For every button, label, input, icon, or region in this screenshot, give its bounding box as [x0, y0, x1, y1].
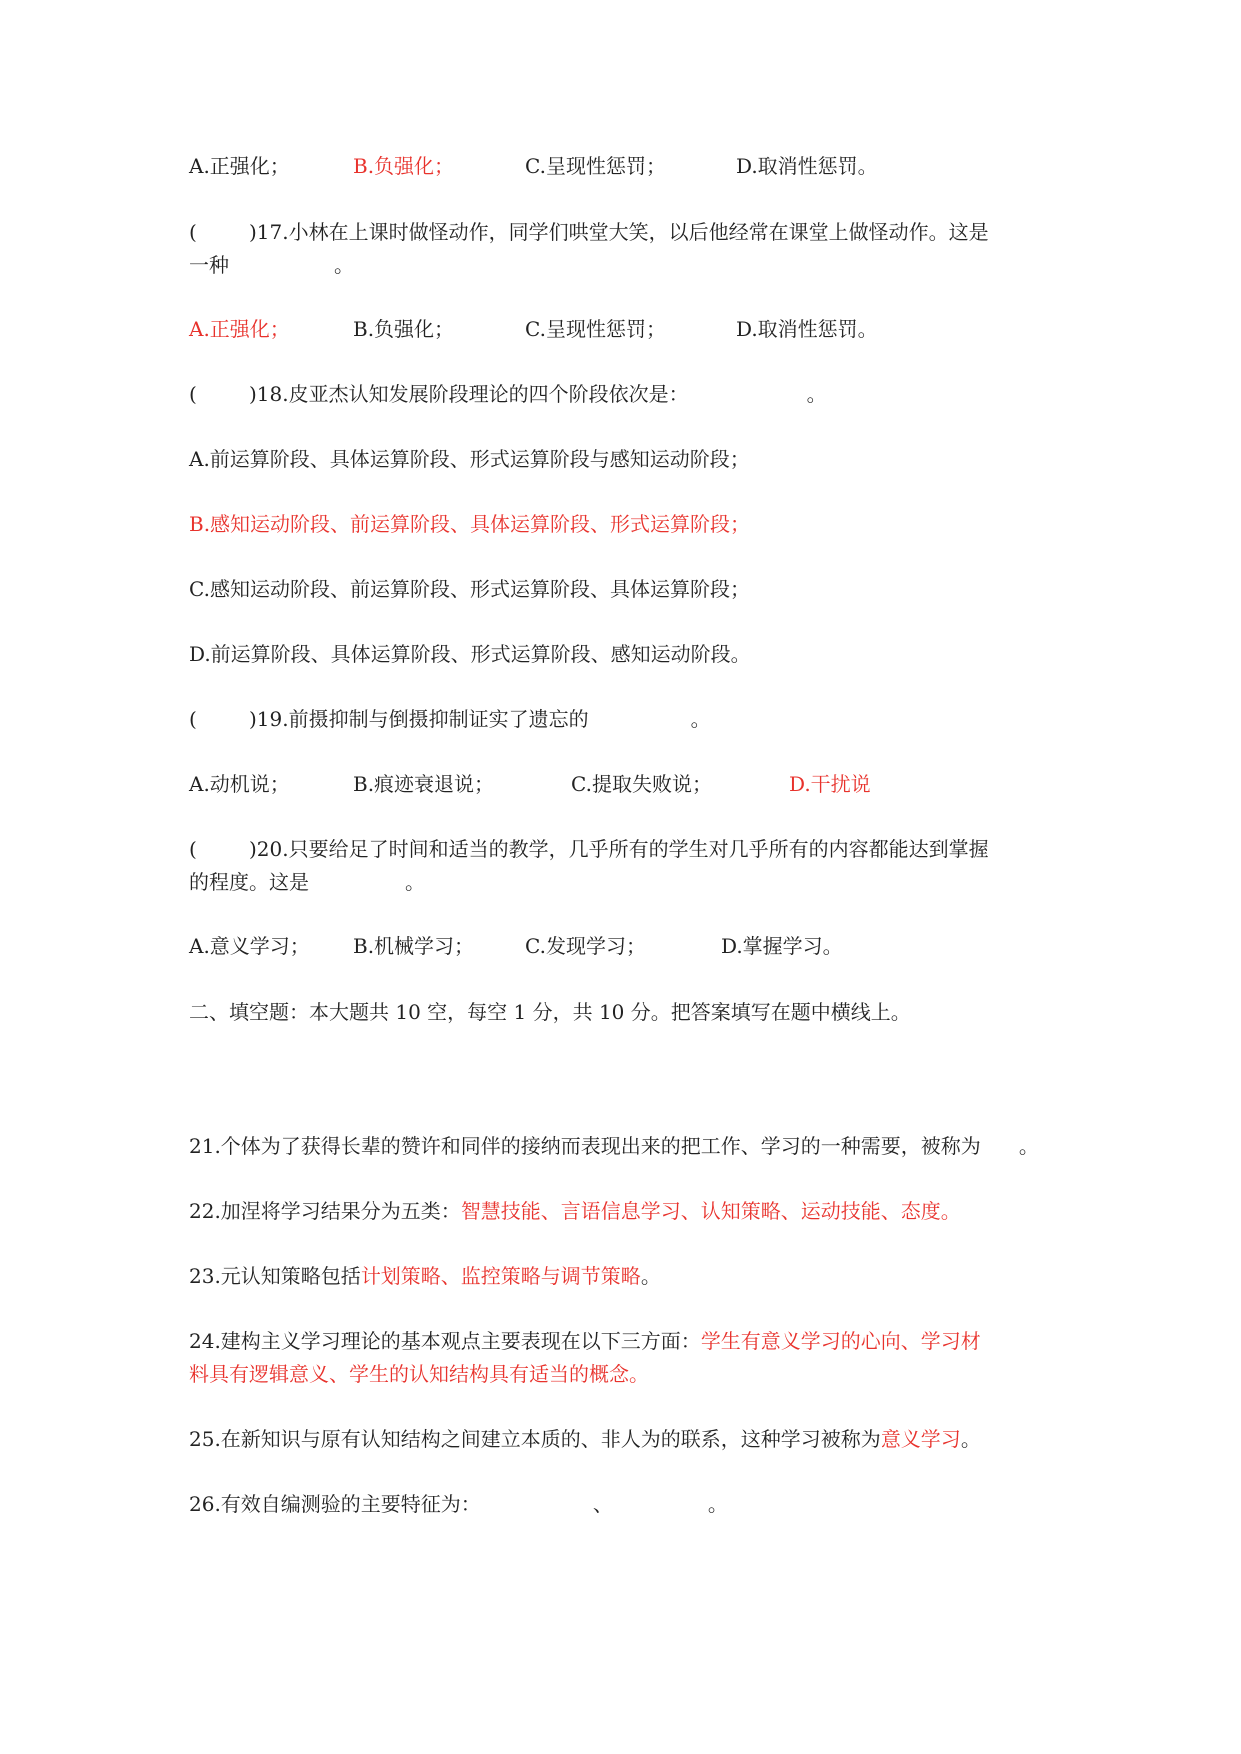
q20-option-b: B.机械学习； [353, 934, 475, 958]
q24-line1 [189, 1329, 981, 1353]
q22-text: 22.加涅将学习结果分为五类： [189, 1199, 461, 1223]
q20-stem-line1 [189, 837, 989, 861]
q17-stem-line1 [189, 220, 989, 244]
q19-option-c: C.提取失败说； [571, 772, 712, 796]
q21-text: 21.个体为了获得长辈的赞许和同伴的接纳而表现出来的把工作、学习的一种需要，被称为 [189, 1134, 981, 1158]
q18-option-b: B.感知运动阶段、前运算阶段、具体运算阶段、形式运算阶段； [189, 512, 751, 536]
q19-option-b: B.痕迹衰退说； [353, 772, 495, 796]
q17-text-line2: 一种 [189, 253, 229, 277]
q16-option-a: A.正强化； [189, 154, 290, 178]
q17-end: 。 [334, 253, 354, 277]
q19-paren: ( [189, 707, 197, 731]
q16-option-d: D.取消性惩罚。 [736, 154, 878, 178]
q24-text: 24.建构主义学习理论的基本观点主要表现在以下三方面： [189, 1329, 701, 1353]
q17-option-b: B.负强化； [353, 317, 455, 341]
q20-option-d: D.掌握学习。 [721, 934, 843, 958]
q17-paren: ( [189, 220, 197, 244]
q23-end: 。 [640, 1264, 661, 1288]
q20-option-c: C.发现学习； [525, 934, 646, 958]
q18-text: )18.皮亚杰认知发展阶段理论的四个阶段依次是： [249, 382, 689, 406]
section2-heading: 二、填空题：本大题共 10 空，每空 1 分，共 10 分。把答案填写在题中横线上。 [189, 1000, 911, 1024]
q19-text: )19.前摄抑制与倒摄抑制证实了遗忘的 [249, 707, 589, 731]
q21 [189, 1134, 1039, 1158]
q17-text-line1: )17.小林在上课时做怪动作，同学们哄堂大笑，以后他经常在课堂上做怪动作。这是 [249, 220, 989, 244]
q19-stem [189, 707, 711, 731]
q18-end: 。 [806, 382, 827, 406]
q24-answer-line2: 料具有逻辑意义、学生的认知结构具有适当的概念。 [189, 1362, 649, 1386]
q20-option-a: A.意义学习； [189, 934, 310, 958]
q18-option-a: A.前运算阶段、具体运算阶段、形式运算阶段与感知运动阶段； [189, 447, 750, 471]
q19-option-a: A.动机说； [189, 772, 290, 796]
q25-answer: 意义学习 [880, 1427, 961, 1451]
q17-option-a: A.正强化； [189, 317, 290, 341]
q17-option-c: C.呈现性惩罚； [525, 317, 666, 341]
q19-end: 。 [690, 707, 711, 731]
q16-option-c: C.呈现性惩罚； [525, 154, 666, 178]
q22-answer: 智慧技能、言语信息学习、认知策略、运动技能、态度。 [460, 1199, 961, 1223]
q25-end: 。 [960, 1427, 981, 1451]
q16-option-b: B.负强化； [353, 154, 455, 178]
q20-paren: ( [189, 837, 197, 861]
q26-end: 。 [707, 1492, 728, 1516]
q17-option-d: D.取消性惩罚。 [736, 317, 878, 341]
q25 [189, 1427, 981, 1451]
q20-text-line1: )20.只要给足了时间和适当的教学，几乎所有的学生对几乎所有的内容都能达到掌握 [249, 837, 989, 861]
q20-stem-line2 [189, 870, 425, 894]
q18-option-c: C.感知运动阶段、前运算阶段、形式运算阶段、具体运算阶段； [189, 577, 750, 601]
q23 [189, 1264, 661, 1288]
q26 [189, 1492, 728, 1516]
q19-option-d: D.干扰说 [789, 772, 871, 796]
q20-end: 。 [405, 870, 425, 894]
q23-answer: 计划策略、监控策略与调节策略 [360, 1264, 641, 1288]
q18-stem [189, 382, 827, 406]
q23-text: 23.元认知策略包括 [189, 1264, 361, 1288]
q17-stem-line2 [189, 253, 354, 277]
q26-sep: 、 [592, 1492, 613, 1516]
q26-text: 26.有效自编测验的主要特征为： [189, 1492, 481, 1516]
q24-answer-line1: 学生有意义学习的心向、学习材 [700, 1329, 981, 1353]
q22 [189, 1199, 961, 1223]
q21-end: 。 [1018, 1134, 1039, 1158]
q18-option-d: D.前运算阶段、具体运算阶段、形式运算阶段、感知运动阶段。 [189, 642, 751, 666]
q20-text-line2: 的程度。这是 [189, 870, 309, 894]
q18-paren: ( [189, 382, 197, 406]
q25-text: 25.在新知识与原有认知结构之间建立本质的、非人为的联系，这种学习被称为 [189, 1427, 881, 1451]
